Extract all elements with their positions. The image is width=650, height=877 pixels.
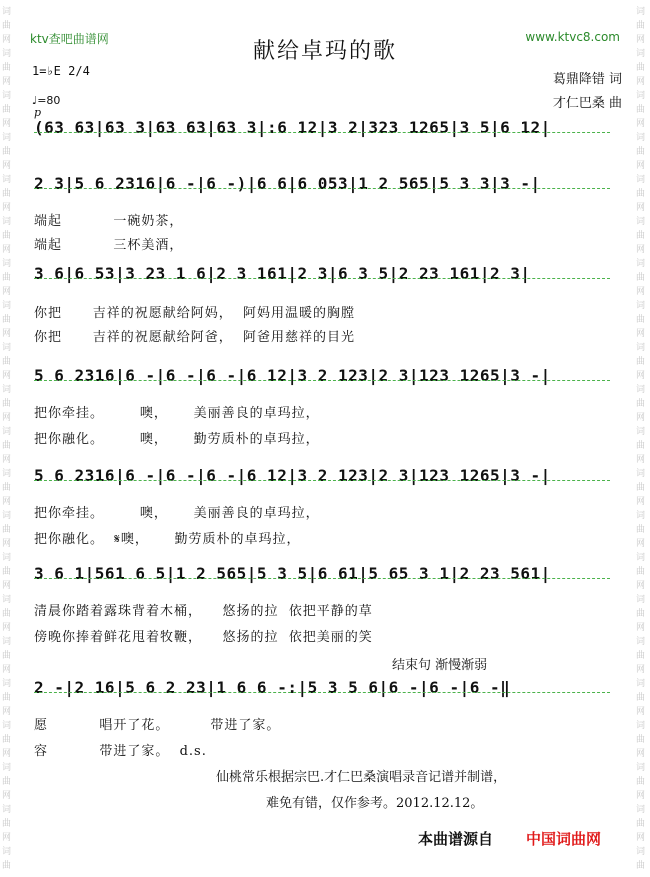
- watermark-glyph: 词: [636, 763, 646, 773]
- watermark-glyph: 词: [2, 301, 12, 311]
- watermark-glyph: 词: [636, 427, 646, 437]
- watermark-glyph: 词: [2, 427, 12, 437]
- notes: 2 -|2 16|5 6 2 23|1 6 6 -:|5 3 5 6|6 -|6 -|6 -‖: [34, 678, 511, 697]
- watermark-glyph: 曲: [2, 693, 12, 703]
- notes: (63 63|63 3|63 63|63 3|:6 12|3 2|323 1265|3 5|6 12|: [34, 118, 551, 137]
- watermark-glyph: 词: [2, 511, 12, 521]
- watermark-glyph: 曲: [2, 861, 12, 871]
- watermark-glyph: 网: [636, 833, 646, 843]
- watermark-glyph: 网: [636, 203, 646, 213]
- time-signature: 2/4: [68, 64, 90, 78]
- watermark-glyph: 曲: [636, 525, 646, 535]
- transcription-note: 仙桃常乐根据宗巴.才仁巴桑演唱录音记谱并制谱，: [216, 770, 507, 785]
- notes: 3 6 1|561 6 5|1 2 565|5 3 5|6 61|5 65 3 1|2 23 561|: [34, 564, 551, 583]
- watermark-glyph: 曲: [636, 63, 646, 73]
- watermark-glyph: 曲: [2, 483, 12, 493]
- watermark-glyph: 网: [2, 833, 12, 843]
- watermark-glyph: 曲: [2, 147, 12, 157]
- watermark-glyph: 网: [2, 77, 12, 87]
- watermark-glyph: 曲: [636, 105, 646, 115]
- lyric-line: 把你融化。 噢， 勤劳质朴的卓玛拉，: [34, 432, 320, 447]
- watermark-glyph: 词: [636, 217, 646, 227]
- lyric-line: 把你融化。 𝄋噢， 勤劳质朴的卓玛拉，: [34, 532, 301, 547]
- ending-annotation: 结束句 渐慢渐弱: [392, 658, 488, 673]
- watermark-glyph: 词: [2, 133, 12, 143]
- key-label: 1=♭E: [32, 64, 61, 78]
- watermark-glyph: 曲: [2, 63, 12, 73]
- watermark-glyph: 词: [2, 595, 12, 605]
- watermark-glyph: 网: [636, 287, 646, 297]
- guide-line: [34, 278, 610, 279]
- watermark-glyph: 网: [2, 371, 12, 381]
- score-row-1: [34, 118, 614, 140]
- watermark-glyph: 词: [636, 133, 646, 143]
- watermark-glyph: 网: [636, 497, 646, 507]
- watermark-glyph: 曲: [636, 651, 646, 661]
- guide-line: [34, 188, 610, 189]
- watermark-glyph: 词: [636, 721, 646, 731]
- right-watermark-column: [634, 0, 650, 877]
- watermark-glyph: 网: [2, 749, 12, 759]
- watermark-glyph: 曲: [2, 357, 12, 367]
- watermark-glyph: 曲: [636, 567, 646, 577]
- watermark-glyph: 词: [2, 805, 12, 815]
- score-row-2: [34, 174, 614, 196]
- watermark-glyph: 网: [636, 791, 646, 801]
- guide-line: [34, 480, 610, 481]
- watermark-glyph: 词: [636, 511, 646, 521]
- watermark-glyph: 网: [2, 539, 12, 549]
- watermark-glyph: 网: [2, 623, 12, 633]
- watermark-glyph: 词: [2, 553, 12, 563]
- watermark-glyph: 网: [636, 35, 646, 45]
- watermark-glyph: 词: [2, 385, 12, 395]
- watermark-glyph: 词: [636, 301, 646, 311]
- watermark-glyph: 词: [636, 847, 646, 857]
- watermark-glyph: 曲: [2, 651, 12, 661]
- watermark-glyph: 曲: [636, 231, 646, 241]
- score-row-4: [34, 366, 614, 388]
- source-site-link[interactable]: 中国词曲网: [526, 830, 602, 848]
- watermark-glyph: 网: [2, 203, 12, 213]
- watermark-glyph: 曲: [2, 105, 12, 115]
- transcription-note-2: 难免有错，仅作参考。2012.12.12。: [266, 796, 484, 811]
- lyric-line: 你把 吉祥的祝愿献给阿爸， 阿爸用慈祥的目光: [34, 330, 356, 345]
- guide-line: [34, 380, 610, 381]
- score-row-5: [34, 466, 614, 488]
- watermark-glyph: 词: [636, 343, 646, 353]
- watermark-glyph: 词: [2, 49, 12, 59]
- watermark-glyph: 网: [636, 329, 646, 339]
- watermark-glyph: 网: [636, 539, 646, 549]
- watermark-glyph: 曲: [2, 567, 12, 577]
- watermark-glyph: 网: [636, 665, 646, 675]
- watermark-glyph: 词: [636, 469, 646, 479]
- watermark-glyph: 词: [2, 637, 12, 647]
- watermark-glyph: 网: [2, 161, 12, 171]
- watermark-glyph: 网: [2, 35, 12, 45]
- watermark-glyph: 网: [636, 581, 646, 591]
- key-signature: [32, 64, 90, 78]
- watermark-glyph: 词: [2, 469, 12, 479]
- guide-line: [34, 692, 610, 693]
- watermark-glyph: 网: [2, 581, 12, 591]
- watermark-glyph: 网: [636, 623, 646, 633]
- lyric-line: 傍晚你捧着鲜花甩着牧鞭， 悠扬的拉 依把美丽的笑: [34, 630, 373, 645]
- watermark-glyph: 曲: [2, 231, 12, 241]
- watermark-glyph: 曲: [636, 861, 646, 871]
- watermark-glyph: 网: [2, 707, 12, 717]
- watermark-glyph: 曲: [636, 273, 646, 283]
- watermark-glyph: 网: [2, 665, 12, 675]
- watermark-glyph: 曲: [636, 483, 646, 493]
- watermark-glyph: 网: [2, 329, 12, 339]
- watermark-glyph: 词: [636, 553, 646, 563]
- lyric-line: 清晨你踏着露珠背着木桶， 悠扬的拉 依把平静的草: [34, 604, 373, 619]
- watermark-glyph: 网: [2, 455, 12, 465]
- watermark-glyph: 网: [2, 497, 12, 507]
- lyric-line: 容 带进了家。 d.s.: [34, 744, 207, 759]
- watermark-glyph: 曲: [2, 273, 12, 283]
- watermark-glyph: 曲: [2, 525, 12, 535]
- watermark-glyph: 词: [2, 343, 12, 353]
- watermark-glyph: 曲: [2, 735, 12, 745]
- tempo-marking: ♩=80: [32, 94, 61, 107]
- watermark-glyph: 网: [636, 749, 646, 759]
- lyric-line: 端起 三杯美酒，: [34, 238, 184, 253]
- guide-line: [34, 578, 610, 579]
- lyric-line: 把你牵挂。 噢， 美丽善良的卓玛拉，: [34, 506, 320, 521]
- watermark-glyph: 曲: [2, 819, 12, 829]
- watermark-glyph: 网: [636, 707, 646, 717]
- score-row-6: [34, 564, 614, 586]
- watermark-glyph: 词: [636, 385, 646, 395]
- watermark-glyph: 曲: [636, 735, 646, 745]
- watermark-glyph: 词: [2, 175, 12, 185]
- watermark-glyph: 网: [636, 119, 646, 129]
- watermark-glyph: 曲: [2, 21, 12, 31]
- watermark-glyph: 曲: [2, 777, 12, 787]
- site-url-right: www.ktvc8.com: [525, 30, 620, 44]
- notes: 3 6|6 53|3 23 1 6|2 3 161|2 3|6 3 5|2 23 161|2 3|: [34, 264, 531, 283]
- score-row-3: [34, 264, 614, 286]
- watermark-glyph: 网: [2, 791, 12, 801]
- lyric-line: 把你牵挂。 噢， 美丽善良的卓玛拉，: [34, 406, 320, 421]
- watermark-glyph: 网: [2, 413, 12, 423]
- watermark-glyph: 词: [2, 721, 12, 731]
- dynamic-marking: p: [34, 106, 42, 119]
- watermark-glyph: 网: [636, 77, 646, 87]
- left-watermark-column: [0, 0, 16, 877]
- watermark-glyph: 曲: [2, 315, 12, 325]
- notes: 2 3|5 6 2316|6 -|6 -)|6 6|6 053|1 2 565|5 3 3|3 -|: [34, 174, 541, 193]
- watermark-glyph: 词: [2, 679, 12, 689]
- watermark-glyph: 词: [636, 637, 646, 647]
- watermark-glyph: 曲: [636, 21, 646, 31]
- watermark-glyph: 词: [636, 679, 646, 689]
- lyric-line: 端起 一碗奶茶，: [34, 214, 184, 229]
- watermark-glyph: 曲: [636, 147, 646, 157]
- watermark-glyph: 网: [2, 119, 12, 129]
- watermark-glyph: 词: [2, 259, 12, 269]
- watermark-glyph: 曲: [2, 399, 12, 409]
- watermark-glyph: 曲: [636, 315, 646, 325]
- watermark-glyph: 曲: [2, 189, 12, 199]
- watermark-glyph: 曲: [636, 693, 646, 703]
- watermark-glyph: 词: [2, 217, 12, 227]
- watermark-glyph: 词: [636, 7, 646, 17]
- watermark-glyph: 曲: [636, 189, 646, 199]
- watermark-glyph: 词: [636, 595, 646, 605]
- watermark-glyph: 词: [2, 7, 12, 17]
- watermark-glyph: 曲: [636, 777, 646, 787]
- watermark-glyph: 词: [636, 91, 646, 101]
- watermark-glyph: 曲: [636, 399, 646, 409]
- lyric-line: 你把 吉祥的祝愿献给阿妈， 阿妈用温暖的胸膛: [34, 306, 356, 321]
- score-row-7: [34, 678, 614, 700]
- watermark-glyph: 词: [636, 175, 646, 185]
- watermark-glyph: 网: [636, 245, 646, 255]
- site-name-left: ktv查吧曲谱网: [30, 32, 109, 46]
- watermark-glyph: 词: [2, 763, 12, 773]
- guide-line: [34, 132, 610, 133]
- watermark-glyph: 网: [636, 413, 646, 423]
- watermark-glyph: 曲: [2, 609, 12, 619]
- watermark-glyph: 网: [636, 455, 646, 465]
- watermark-glyph: 曲: [636, 441, 646, 451]
- watermark-glyph: 网: [636, 371, 646, 381]
- notes: 5 6 2316|6 -|6 -|6 -|6 12|3 2 123|2 3|123 1265|3 -|: [34, 466, 551, 485]
- notes: 5 6 2316|6 -|6 -|6 -|6 12|3 2 123|2 3|123 1265|3 -|: [34, 366, 551, 385]
- watermark-glyph: 曲: [2, 441, 12, 451]
- watermark-glyph: 网: [2, 287, 12, 297]
- watermark-glyph: 词: [636, 805, 646, 815]
- watermark-glyph: 网: [636, 161, 646, 171]
- watermark-glyph: 曲: [636, 609, 646, 619]
- watermark-glyph: 网: [2, 245, 12, 255]
- composer-credit: 才仁巴桑 曲: [552, 96, 622, 111]
- watermark-glyph: 曲: [636, 357, 646, 367]
- watermark-glyph: 曲: [636, 819, 646, 829]
- watermark-glyph: 词: [2, 847, 12, 857]
- source-label: 本曲谱源自: [418, 830, 494, 848]
- watermark-glyph: 词: [636, 49, 646, 59]
- song-title: 献给卓玛的歌: [252, 39, 397, 64]
- lyric-line: 愿 唱开了花。 带进了家。: [34, 718, 281, 733]
- lyricist-credit: 葛鼎降错 词: [552, 72, 622, 87]
- watermark-glyph: 词: [636, 259, 646, 269]
- watermark-glyph: 词: [2, 91, 12, 101]
